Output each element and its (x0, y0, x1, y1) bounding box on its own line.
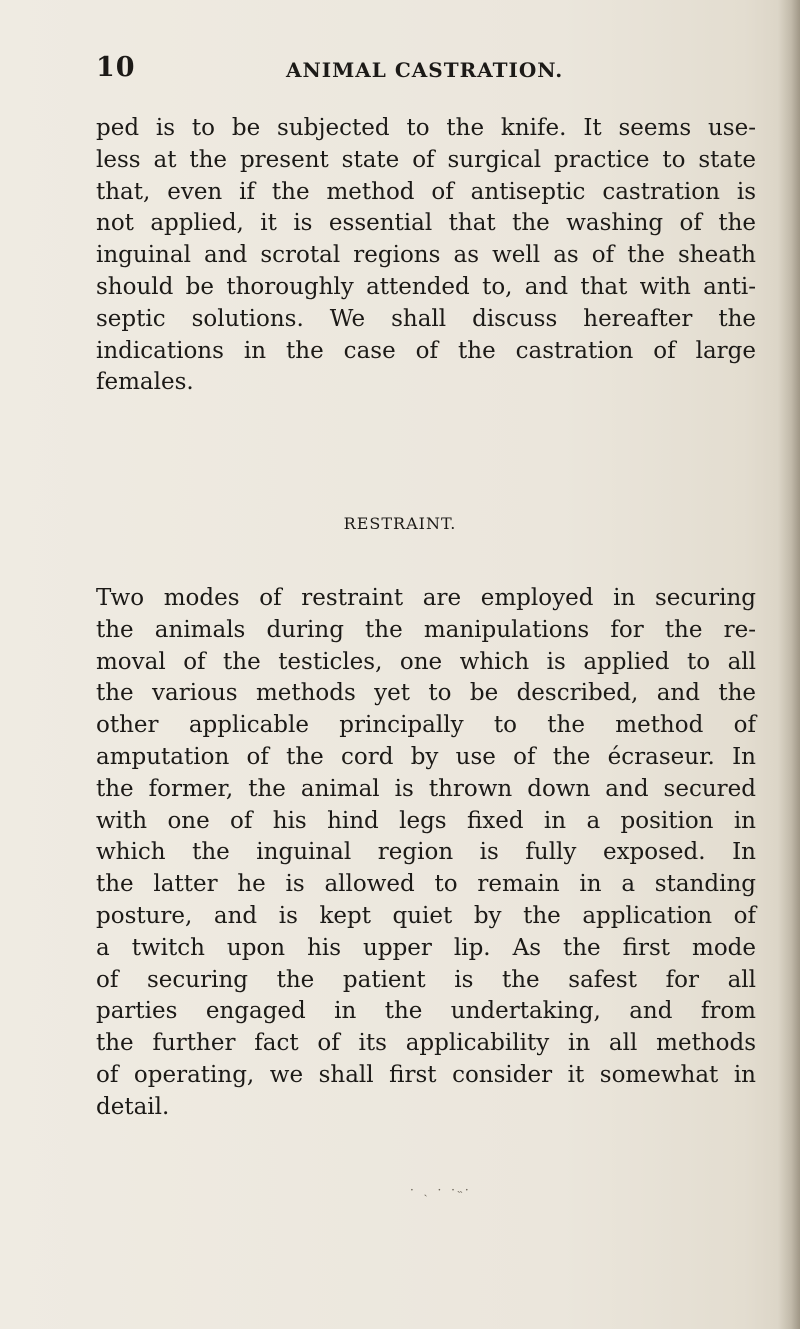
running-title: ANIMAL CASTRATION. (286, 58, 564, 82)
text-line: indications in the case of the castration of large (96, 337, 756, 364)
page-edge-shadow (778, 0, 800, 1329)
text-line: amputation of the cord by use of the écraseur. In (96, 743, 756, 770)
text-line: the animals during the manipulations for the re- (96, 616, 756, 643)
text-line: ped is to be subjected to the knife. It seems use- (96, 115, 756, 141)
text-line: with one of his hind legs fixed in a position in (96, 807, 756, 834)
paragraph-knife-washing (96, 113, 756, 399)
text-line: parties engaged in the undertaking, and from (96, 998, 756, 1025)
text-line: the further fact of its applicability in all methods (96, 1030, 756, 1057)
text-line: septic solutions. We shall discuss hereafter the (96, 305, 756, 332)
text-line: that, even if the method of antiseptic castration is (96, 178, 756, 205)
text-line: which the inguinal region is fully exposed. In (96, 839, 756, 866)
text-line: inguinal and scrotal regions as well as of the sheath (96, 242, 756, 269)
print-specks: · ˏ · ·˵· (410, 1183, 472, 1197)
text-line: moval of the testicles, one which is applied to all (96, 648, 756, 675)
text-line: posture, and is kept quiet by the application of (96, 902, 756, 929)
text-line: a twitch upon his upper lip. As the first mode (96, 934, 756, 961)
text-line: the former, the animal is thrown down and secured (96, 775, 756, 802)
paragraph-restraint (96, 583, 756, 1124)
text-line: females. (96, 369, 194, 396)
text-line: of operating, we shall first consider it somewhat in (96, 1061, 756, 1088)
text-line: not applied, it is essential that the washing of the (96, 210, 756, 237)
section-heading-restraint: RESTRAINT. (343, 514, 457, 533)
text-line: less at the present state of surgical practice to state (96, 146, 756, 173)
text-line: the latter he is allowed to remain in a standing (96, 871, 756, 898)
text-line: the various methods yet to be described, and the (96, 680, 756, 707)
text-line: should be thoroughly attended to, and that with anti- (96, 273, 756, 300)
text-line: Two modes of restraint are employed in securing (96, 585, 756, 611)
running-head (96, 52, 756, 88)
text-line: of securing the patient is the safest for all (96, 966, 756, 993)
text-line: other applicable principally to the method of (96, 712, 756, 739)
text-line: detail. (96, 1093, 170, 1120)
page-number: 10 (96, 52, 136, 83)
